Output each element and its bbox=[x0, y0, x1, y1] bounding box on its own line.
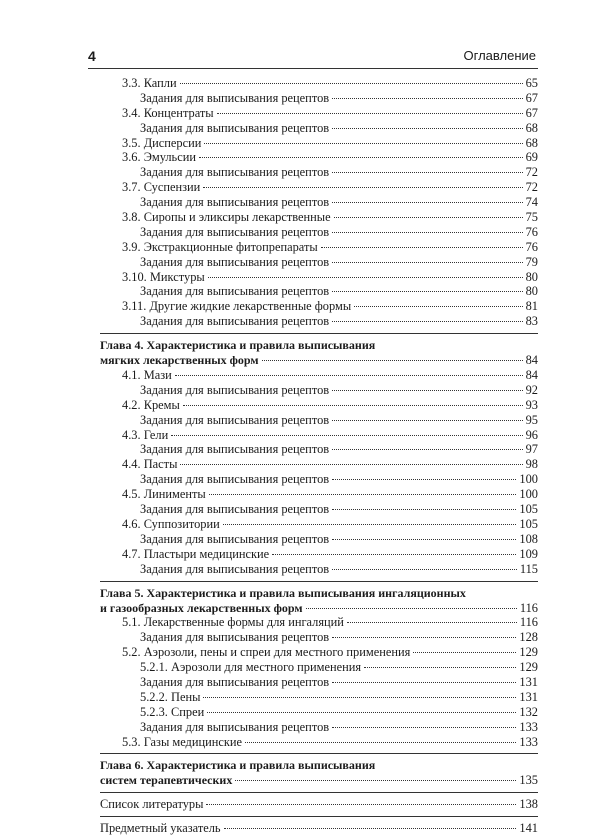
dot-leader bbox=[175, 375, 523, 376]
toc-page-number: 67 bbox=[525, 105, 538, 120]
toc-entry[interactable] bbox=[100, 284, 538, 299]
toc-chapter-entry[interactable] bbox=[100, 773, 538, 788]
toc-page-number: 68 bbox=[525, 135, 538, 150]
toc-page-number: 80 bbox=[525, 284, 538, 299]
dot-leader bbox=[321, 247, 523, 248]
toc-page-number: 72 bbox=[525, 165, 538, 180]
dot-leader bbox=[364, 667, 516, 668]
dot-leader bbox=[332, 98, 522, 99]
dot-leader bbox=[332, 727, 516, 728]
toc-entry-title: Микстуры bbox=[149, 269, 205, 284]
toc-entry-title: Задания для выписывания рецептов bbox=[140, 472, 330, 487]
dot-leader bbox=[206, 804, 516, 805]
toc-entry-title: систем терапевтических bbox=[100, 773, 233, 788]
toc-page-number: 105 bbox=[519, 502, 538, 517]
toc-page-number: 135 bbox=[519, 773, 538, 788]
toc-page-number: 84 bbox=[525, 368, 538, 383]
dot-leader bbox=[332, 128, 522, 129]
toc-page-number: 129 bbox=[519, 660, 538, 675]
toc-entry-title: Суспензии bbox=[143, 180, 201, 195]
toc-entry-title: Задания для выписывания рецептов bbox=[140, 382, 330, 397]
toc-entry-title: Задания для выписывания рецептов bbox=[140, 719, 330, 734]
toc-entry-title: Пены bbox=[171, 689, 201, 704]
dot-leader bbox=[207, 712, 516, 713]
toc-entry[interactable] bbox=[100, 150, 538, 165]
toc-page-number: 93 bbox=[525, 397, 538, 412]
dot-leader bbox=[203, 187, 522, 188]
toc-entry[interactable] bbox=[100, 705, 538, 720]
toc-entry[interactable] bbox=[100, 240, 538, 255]
dot-leader bbox=[183, 405, 523, 406]
toc-entry-title: Сиропы и эликсиры лекарственные bbox=[143, 210, 331, 225]
toc-entry[interactable] bbox=[100, 180, 538, 195]
toc-entry[interactable] bbox=[100, 735, 538, 750]
page-number: 4 bbox=[88, 48, 96, 64]
toc-entry-title: Задания для выписывания рецептов bbox=[140, 442, 330, 457]
toc-entry[interactable] bbox=[100, 517, 538, 532]
toc-entry[interactable] bbox=[100, 106, 538, 121]
toc-entry-title: Задания для выписывания рецептов bbox=[140, 195, 330, 210]
toc-entry-title: Газы медицинские bbox=[143, 734, 243, 749]
toc-entry-title: Спреи bbox=[171, 704, 205, 719]
toc-entry[interactable] bbox=[100, 675, 538, 690]
toc-page-number: 133 bbox=[519, 719, 538, 734]
toc-page-number: 116 bbox=[519, 600, 538, 615]
toc-page-number: 115 bbox=[519, 561, 538, 576]
toc-entry[interactable] bbox=[100, 428, 538, 443]
toc-page-number: 133 bbox=[519, 734, 538, 749]
toc-entry-number: 3.11. bbox=[122, 299, 147, 314]
toc-entry[interactable] bbox=[100, 532, 538, 547]
toc-page-number: 131 bbox=[519, 674, 538, 689]
dot-leader bbox=[332, 637, 516, 638]
chapter-title-line: Глава 5. Характеристика и правила выписывания ингаляционных bbox=[100, 585, 466, 600]
dot-leader bbox=[334, 217, 523, 218]
toc-entry-title: Лекарственные формы для ингаляций bbox=[143, 615, 344, 630]
toc-entry-number: 4.3. bbox=[122, 427, 141, 442]
dot-leader bbox=[332, 262, 522, 263]
toc-entry-number: 5.1. bbox=[122, 615, 141, 630]
dot-leader bbox=[272, 554, 516, 555]
toc-entry[interactable] bbox=[100, 413, 538, 428]
dot-leader bbox=[306, 608, 517, 609]
dot-leader bbox=[180, 464, 522, 465]
toc-entry[interactable] bbox=[100, 797, 538, 812]
toc-entry-number: 4.7. bbox=[122, 546, 141, 561]
toc-page-number: 108 bbox=[519, 531, 538, 546]
dot-leader bbox=[209, 494, 517, 495]
toc-entry-title: Список литературы bbox=[100, 797, 204, 812]
toc-entry[interactable] bbox=[100, 91, 538, 106]
dot-leader bbox=[180, 83, 523, 84]
toc-entry[interactable] bbox=[100, 660, 538, 675]
dot-leader bbox=[199, 157, 523, 158]
toc-entry-title: Мази bbox=[143, 368, 172, 383]
toc-entry-title: Задания для выписывания рецептов bbox=[140, 224, 330, 239]
table-of-contents bbox=[100, 76, 538, 836]
toc-page-number: 131 bbox=[519, 689, 538, 704]
toc-page-number: 83 bbox=[525, 314, 538, 329]
toc-page-number: 92 bbox=[525, 382, 538, 397]
dot-leader bbox=[245, 742, 516, 743]
toc-page-number: 98 bbox=[525, 457, 538, 472]
toc-entry[interactable] bbox=[100, 299, 538, 314]
toc-entry[interactable] bbox=[100, 136, 538, 151]
toc-entry-title: Линименты bbox=[143, 487, 206, 502]
toc-page-number: 138 bbox=[519, 797, 538, 812]
dot-leader bbox=[171, 435, 522, 436]
dot-leader bbox=[332, 202, 522, 203]
chapter-title-line: Глава 6. Характеристика и правила выписывания bbox=[100, 758, 376, 773]
dot-leader bbox=[347, 622, 517, 623]
toc-entry[interactable] bbox=[100, 314, 538, 329]
toc-entry[interactable] bbox=[100, 821, 538, 836]
toc-page-number: 67 bbox=[525, 90, 538, 105]
toc-page-number: 68 bbox=[525, 120, 538, 135]
toc-entry[interactable] bbox=[100, 645, 538, 660]
section-divider bbox=[100, 577, 538, 582]
toc-entry[interactable] bbox=[100, 383, 538, 398]
toc-entry-title: Задания для выписывания рецептов bbox=[140, 412, 330, 427]
toc-entry-title: Задания для выписывания рецептов bbox=[140, 630, 330, 645]
toc-entry-title: Задания для выписывания рецептов bbox=[140, 254, 330, 269]
toc-page-number: 76 bbox=[525, 224, 538, 239]
toc-entry-number: 4.1. bbox=[122, 368, 141, 383]
dot-leader bbox=[223, 524, 517, 525]
dot-leader bbox=[332, 232, 522, 233]
toc-entry-title: Концентраты bbox=[143, 105, 214, 120]
toc-entry-title: Задания для выписывания рецептов bbox=[140, 90, 330, 105]
toc-entry-title: мягких лекарственных форм bbox=[100, 353, 259, 368]
toc-entry-title: Аэрозоли для местного применения bbox=[171, 660, 362, 675]
toc-entry[interactable] bbox=[100, 165, 538, 180]
section-divider bbox=[100, 749, 538, 754]
dot-leader bbox=[262, 360, 523, 361]
toc-page-number: 76 bbox=[525, 239, 538, 254]
dot-leader bbox=[224, 828, 517, 829]
toc-entry-number: 3.5. bbox=[122, 135, 141, 150]
toc-entry-number: 3.10. bbox=[122, 269, 147, 284]
toc-page-number: 75 bbox=[525, 210, 538, 225]
toc-entry[interactable] bbox=[100, 255, 538, 270]
dot-leader bbox=[332, 390, 522, 391]
toc-entry-title: Задания для выписывания рецептов bbox=[140, 165, 330, 180]
toc-entry-title: Задания для выписывания рецептов bbox=[140, 531, 330, 546]
toc-page-number: 141 bbox=[519, 821, 538, 836]
toc-entry-title: Пластыри медицинские bbox=[143, 546, 270, 561]
toc-entry[interactable] bbox=[100, 630, 538, 645]
dot-leader bbox=[332, 449, 522, 450]
toc-entry-number: 3.8. bbox=[122, 210, 141, 225]
dot-leader bbox=[332, 479, 516, 480]
toc-page-number: 109 bbox=[519, 546, 538, 561]
toc-page-number: 129 bbox=[519, 645, 538, 660]
dot-leader bbox=[332, 291, 522, 292]
toc-entry-number: 3.7. bbox=[122, 180, 141, 195]
dot-leader bbox=[203, 697, 516, 698]
toc-page-number: 81 bbox=[525, 299, 538, 314]
toc-page-number: 132 bbox=[519, 704, 538, 719]
toc-entry-title: Аэрозоли, пены и спреи для местного применения bbox=[143, 645, 411, 660]
toc-entry-title: Пасты bbox=[143, 457, 178, 472]
toc-entry-title: Задания для выписывания рецептов bbox=[140, 314, 330, 329]
toc-entry-number: 4.6. bbox=[122, 516, 141, 531]
section-divider bbox=[100, 812, 538, 817]
toc-entry-title: Гели bbox=[143, 427, 169, 442]
toc-chapter-entry[interactable] bbox=[100, 601, 538, 616]
toc-entry-title: Капли bbox=[143, 76, 177, 90]
toc-page-number: 69 bbox=[525, 150, 538, 165]
toc-page-number: 116 bbox=[519, 615, 538, 630]
toc-entry[interactable] bbox=[100, 720, 538, 735]
dot-leader bbox=[208, 277, 523, 278]
toc-entry-number: 5.2.2. bbox=[140, 689, 168, 704]
toc-entry-number: 4.2. bbox=[122, 397, 141, 412]
dot-leader bbox=[332, 172, 522, 173]
dot-leader bbox=[235, 780, 516, 781]
dot-leader bbox=[354, 306, 522, 307]
toc-entry-title: Задания для выписывания рецептов bbox=[140, 561, 330, 576]
toc-entry-number: 3.3. bbox=[122, 76, 141, 90]
toc-entry-number: 4.5. bbox=[122, 487, 141, 502]
running-title: Оглавление bbox=[463, 48, 536, 63]
toc-entry[interactable] bbox=[100, 442, 538, 457]
toc-entry[interactable] bbox=[100, 398, 538, 413]
toc-page-number: 128 bbox=[519, 630, 538, 645]
toc-page-number: 100 bbox=[519, 472, 538, 487]
toc-entry[interactable] bbox=[100, 225, 538, 240]
toc-entry[interactable] bbox=[100, 368, 538, 383]
toc-entry-number: 5.2.1. bbox=[140, 660, 168, 675]
toc-entry-number: 5.3. bbox=[122, 734, 141, 749]
toc-page-number: 95 bbox=[525, 412, 538, 427]
toc-entry[interactable] bbox=[100, 76, 538, 91]
toc-entry-title: Другие жидкие лекарственные формы bbox=[149, 299, 352, 314]
toc-page-number: 97 bbox=[525, 442, 538, 457]
dot-leader bbox=[332, 509, 516, 510]
toc-page-number: 100 bbox=[519, 487, 538, 502]
toc-entry-title: Эмульсии bbox=[143, 150, 196, 165]
toc-entry-number: 5.2.3. bbox=[140, 704, 168, 719]
toc-entry[interactable] bbox=[100, 690, 538, 705]
toc-entry[interactable] bbox=[100, 121, 538, 136]
toc-entry[interactable] bbox=[100, 615, 538, 630]
toc-entry[interactable] bbox=[100, 547, 538, 562]
toc-page-number: 65 bbox=[525, 76, 538, 90]
toc-entry-title: Экстракционные фитопрепараты bbox=[143, 239, 318, 254]
chapter-title-line: Глава 4. Характеристика и правила выписывания bbox=[100, 338, 376, 353]
toc-page-number: 105 bbox=[519, 516, 538, 531]
dot-leader bbox=[204, 143, 522, 144]
toc-entry-title: Предметный указатель bbox=[100, 821, 221, 836]
toc-entry[interactable] bbox=[100, 472, 538, 487]
toc-entry[interactable] bbox=[100, 487, 538, 502]
toc-entry-title: Задания для выписывания рецептов bbox=[140, 284, 330, 299]
toc-entry-title: Дисперсии bbox=[143, 135, 202, 150]
toc-entry[interactable] bbox=[100, 210, 538, 225]
toc-page-number: 72 bbox=[525, 180, 538, 195]
dot-leader bbox=[332, 682, 516, 683]
toc-page-number: 79 bbox=[525, 254, 538, 269]
toc-entry[interactable] bbox=[100, 270, 538, 285]
toc-entry-number: 3.4. bbox=[122, 105, 141, 120]
dot-leader bbox=[332, 321, 522, 322]
dot-leader bbox=[332, 420, 522, 421]
toc-entry[interactable] bbox=[100, 195, 538, 210]
toc-entry-title: Кремы bbox=[143, 397, 180, 412]
toc-entry-title: Суппозитории bbox=[143, 516, 220, 531]
dot-leader bbox=[413, 652, 516, 653]
dot-leader bbox=[217, 113, 523, 114]
toc-entry-number: 3.6. bbox=[122, 150, 141, 165]
page-header bbox=[88, 38, 538, 69]
dot-leader bbox=[332, 539, 516, 540]
toc-chapter-entry[interactable] bbox=[100, 353, 538, 368]
dot-leader bbox=[332, 569, 517, 570]
section-divider bbox=[100, 788, 538, 793]
toc-entry[interactable] bbox=[100, 457, 538, 472]
toc-page-number: 74 bbox=[525, 195, 538, 210]
section-divider bbox=[100, 329, 538, 334]
toc-page-number: 80 bbox=[525, 269, 538, 284]
toc-entry-number: 4.4. bbox=[122, 457, 141, 472]
toc-page-number: 96 bbox=[525, 427, 538, 442]
toc-entry-title: Задания для выписывания рецептов bbox=[140, 120, 330, 135]
toc-entry-number: 5.2. bbox=[122, 645, 141, 660]
toc-page-number: 84 bbox=[525, 353, 538, 368]
toc-entry-title: и газообразных лекарственных форм bbox=[100, 600, 303, 615]
toc-entry-title: Задания для выписывания рецептов bbox=[140, 502, 330, 517]
toc-entry-title: Задания для выписывания рецептов bbox=[140, 674, 330, 689]
toc-entry-number: 3.9. bbox=[122, 239, 141, 254]
toc-entry[interactable] bbox=[100, 502, 538, 517]
toc-entry[interactable] bbox=[100, 562, 538, 577]
